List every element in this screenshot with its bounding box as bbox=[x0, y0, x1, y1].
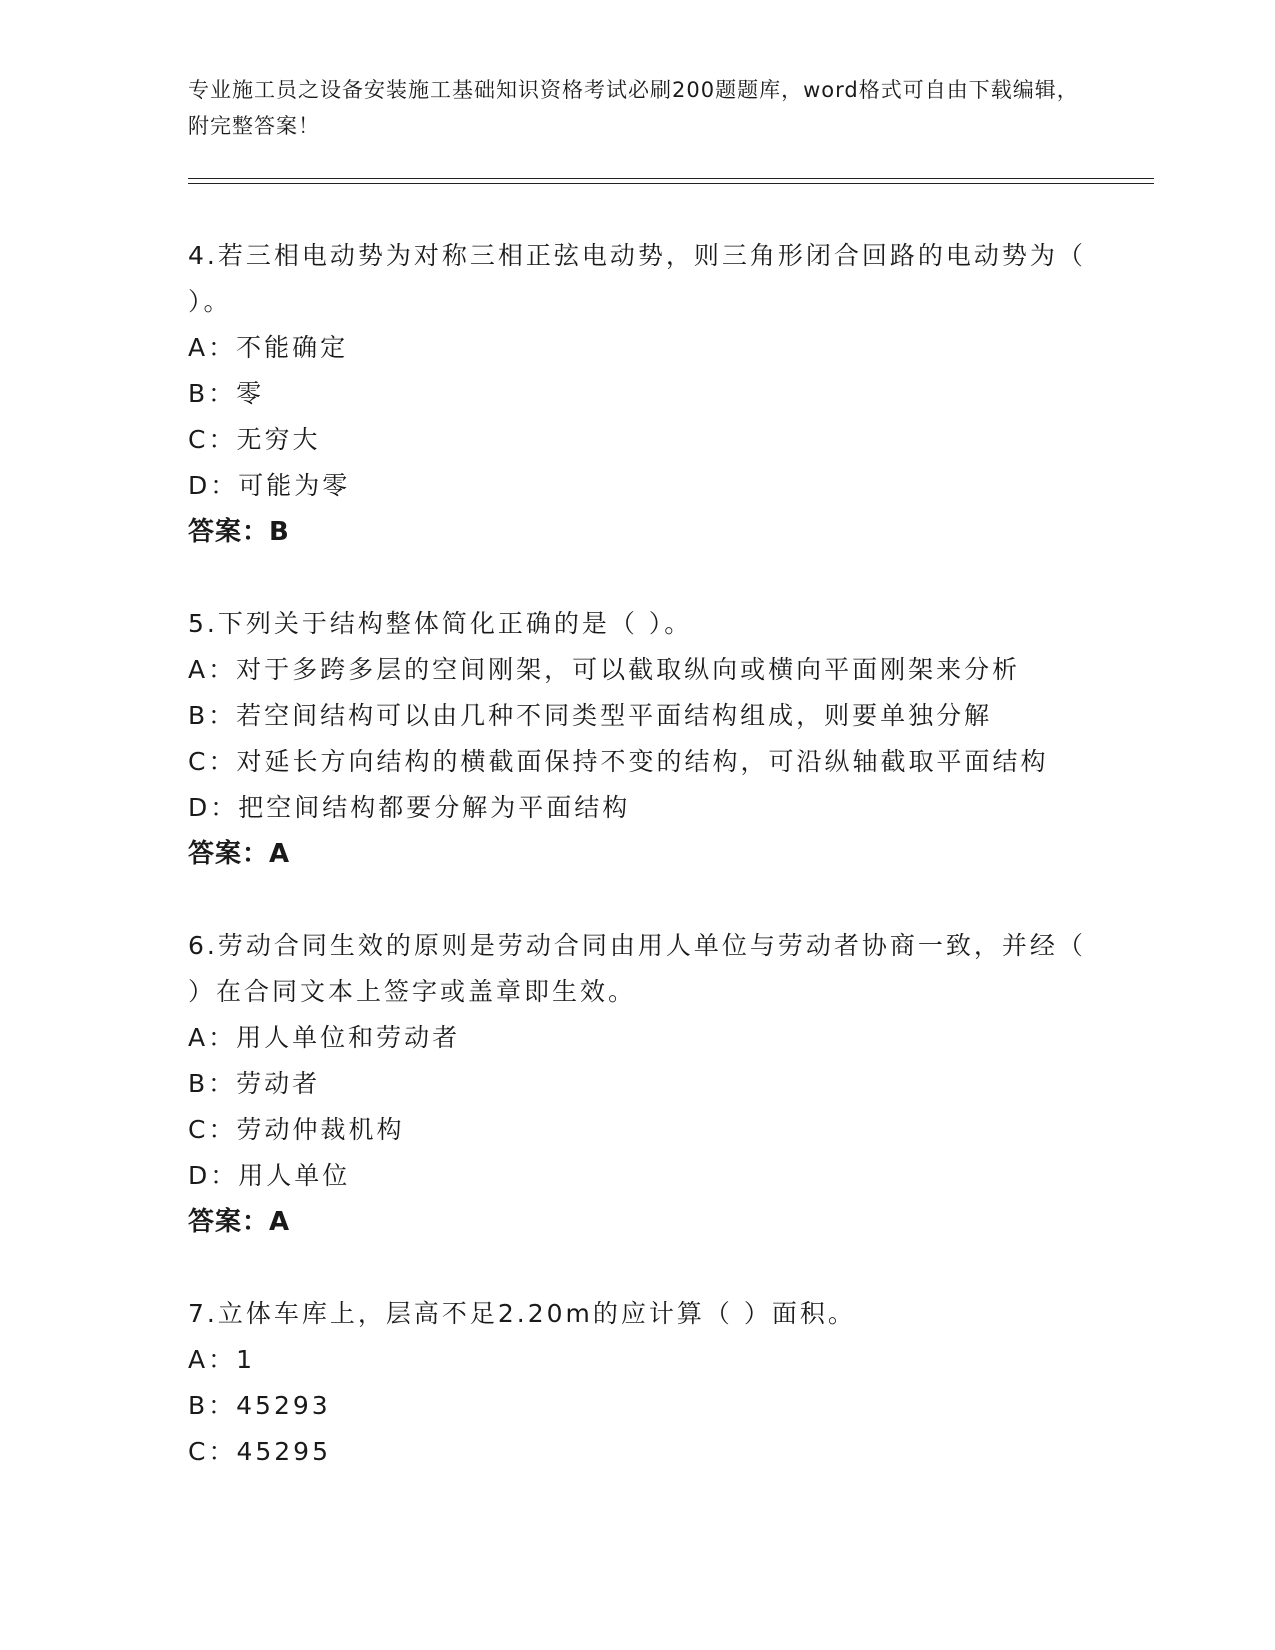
document-header bbox=[188, 72, 1088, 144]
answer-line: 答案：A bbox=[188, 839, 291, 869]
option-b: B：零 bbox=[188, 379, 265, 408]
option-c: C：对延长方向结构的横截面保持不变的结构，可沿纵轴截取平面结构 bbox=[188, 747, 1049, 776]
option-b: B：若空间结构可以由几种不同类型平面结构组成，则要单独分解 bbox=[188, 701, 993, 730]
option-c: C：45295 bbox=[188, 1437, 331, 1466]
answer-line: 答案：B bbox=[188, 517, 290, 547]
question-list bbox=[188, 233, 1088, 1521]
header-title: 专业施工员之设备安装施工基础知识资格考试必刷200题题库，word格式可自由下载编辑，附完整答案！ bbox=[188, 78, 1079, 138]
option-a: A：不能确定 bbox=[188, 333, 349, 362]
question-5 bbox=[188, 601, 1088, 877]
option-c: C：无穷大 bbox=[188, 425, 321, 454]
question-7 bbox=[188, 1291, 1088, 1475]
option-c: C：劳动仲裁机构 bbox=[188, 1115, 405, 1144]
option-a: A：对于多跨多层的空间刚架，可以截取纵向或横向平面刚架来分析 bbox=[188, 655, 1021, 684]
question-4 bbox=[188, 233, 1088, 555]
question-6 bbox=[188, 923, 1088, 1245]
answer-line: 答案：A bbox=[188, 1207, 291, 1237]
option-d: D：把空间结构都要分解为平面结构 bbox=[188, 793, 631, 822]
option-b: B：劳动者 bbox=[188, 1069, 321, 1098]
question-stem: 4.若三相电动势为对称三相正弦电动势，则三角形闭合回路的电动势为（ ）。 bbox=[188, 241, 1086, 316]
option-d: D：用人单位 bbox=[188, 1161, 351, 1190]
question-stem: 5.下列关于结构整体简化正确的是（ ）。 bbox=[188, 609, 693, 638]
option-b: B：45293 bbox=[188, 1391, 331, 1420]
header-divider-bottom bbox=[188, 183, 1154, 184]
option-a: A：1 bbox=[188, 1345, 256, 1374]
question-stem: 7.立体车库上，层高不足2.20m的应计算（ ）面积。 bbox=[188, 1299, 856, 1328]
option-a: A：用人单位和劳动者 bbox=[188, 1023, 461, 1052]
header-divider-top bbox=[188, 178, 1154, 179]
option-d: D：可能为零 bbox=[188, 471, 351, 500]
question-stem: 6.劳动合同生效的原则是劳动合同由用人单位与劳动者协商一致，并经（ ）在合同文本上签字或盖章即生效。 bbox=[188, 931, 1086, 1006]
